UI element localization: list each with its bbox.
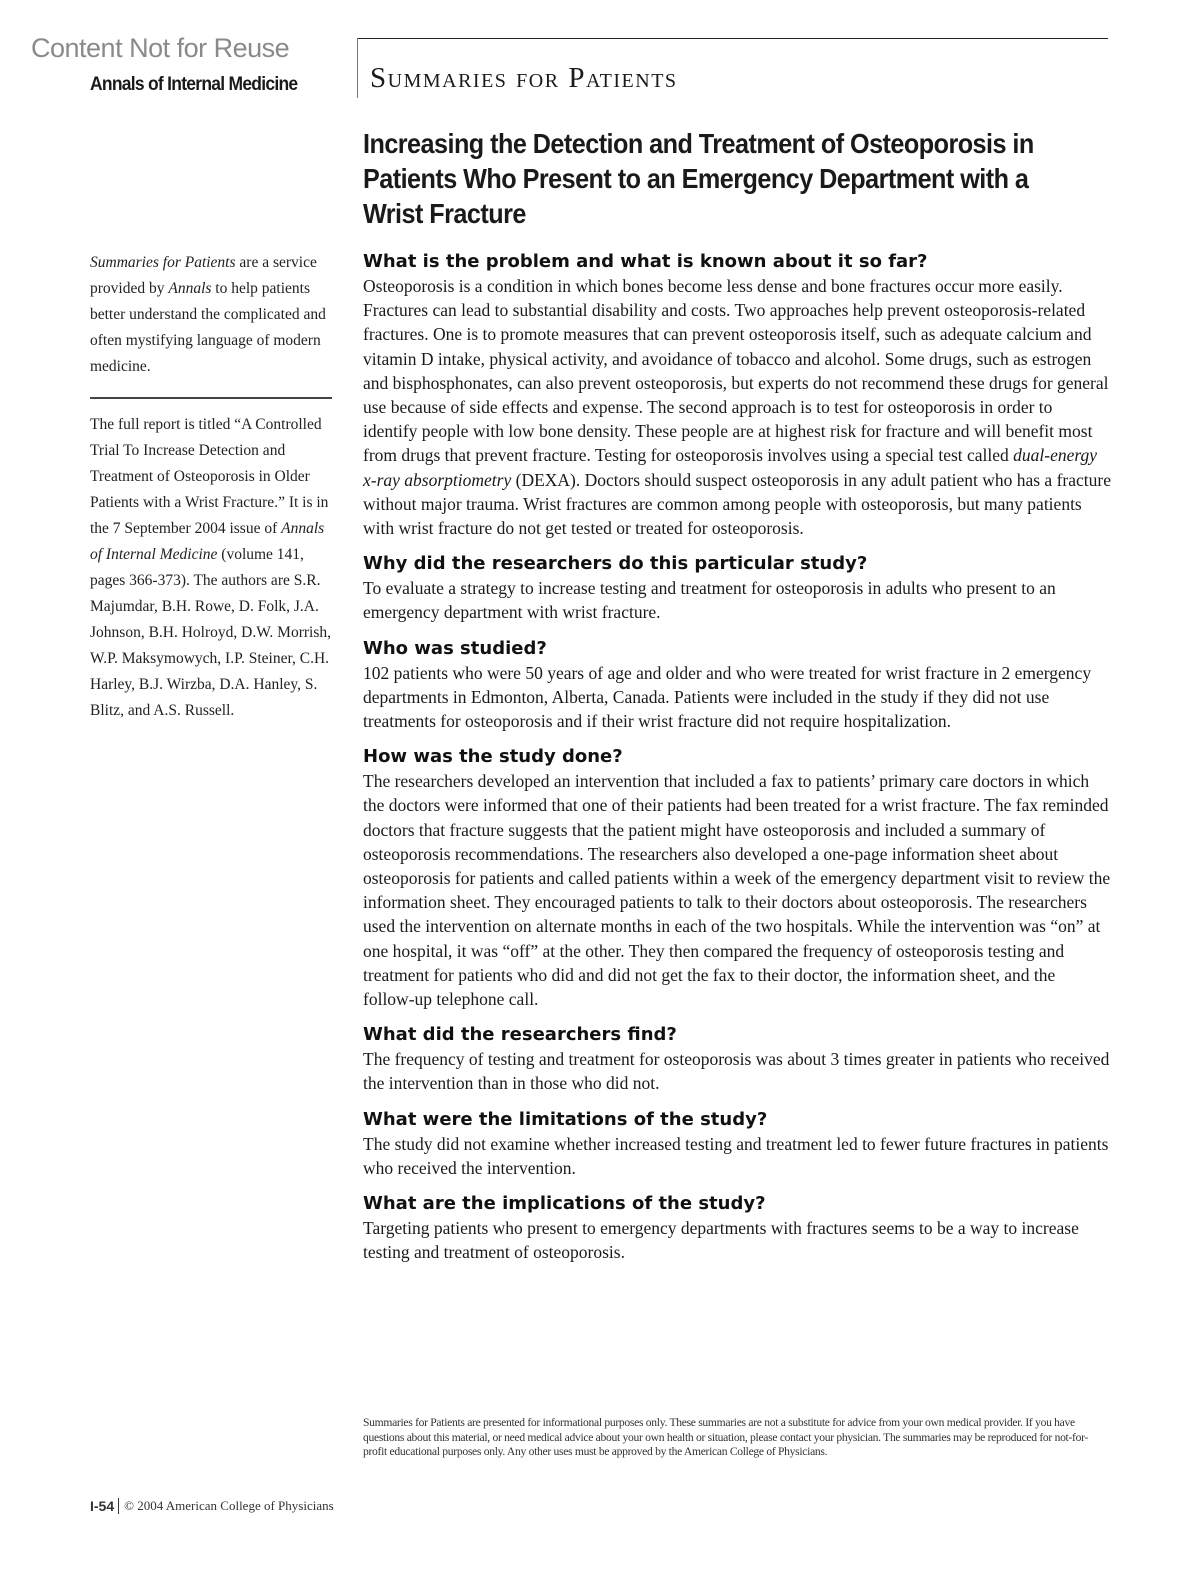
sidebar-intro-italic: Summaries for Patients — [90, 254, 236, 271]
watermark: Content Not for Reuse — [31, 33, 290, 63]
section-heading: What did the researchers find? — [363, 1024, 677, 1046]
sidebar-report-journal: Annals of Internal Medicine — [90, 520, 325, 563]
section-heading: Who was studied? — [363, 637, 547, 659]
section-heading: Why did the researchers do this particular study? — [363, 553, 868, 575]
sidebar-rule — [90, 397, 332, 399]
section-text-part: Osteoporosis is a condition in which bones become less dense and bone fractures occur more easily. Fractures can lead to substantial disability and costs. Two approaches help prevent osteoporosis-related fractures. One is to promote measures that can prevent osteoporosis itself, such as adequate calcium and vitamin D intake, physical activity, and avoidance of tobacco and alcohol. Some drugs, such as estrogen and bisphosphonates, can also prevent osteoporosis, but experts do not recommend these drugs for general use because of side effects and expense. The second approach is to test for osteoporosis in order to identify people with low bone density. These people are at highest risk for fracture and will benefit most from drugs that prevent fracture. Testing for osteoporosis involves using a special test called — [363, 276, 1109, 466]
sidebar-intro — [90, 250, 332, 380]
section-text: 102 patients who were 50 years of age and older and who were treated for wrist fracture in 2 emergency departments in Edmonton, Alberta, Canada. Patients were included in the study if they did not use treatments for osteoporosis and if their wrist fracture did not require hospitalization. — [363, 662, 1092, 732]
sidebar-report — [90, 412, 332, 724]
sidebar-intro-text: are a service provided by — [90, 254, 317, 297]
section-text: Targeting patients who present to emergency departments with fractures seems to be a way to increase testing and treatment of osteoporosis. — [363, 1218, 1079, 1263]
sidebar-report-text: (volume 141, pages 366-373). The authors are S.R. Majumdar, B.H. Rowe, D. Folk, J.A. Johnson, B.H. Holroyd, D.W. Morrish, W.P. Maksymowych, I.P. Steiner, C.H. Harley, B.J. Wirzba, D.A. Hanley, S. Blitz, and A.S. Russell. — [90, 546, 331, 719]
section-text: The frequency of testing and treatment for osteoporosis was about 3 times greater in patients who received the intervention than in those who did not. — [363, 1049, 1110, 1094]
sidebar-intro-text: to help patients better understand the complicated and often mystifying language of modern medicine. — [90, 280, 326, 375]
section-text: The study did not examine whether increased testing and treatment led to fewer future fractures in patients who received the intervention. — [363, 1133, 1109, 1178]
sidebar-report-text: The full report is titled “A Controlled Trial To Increase Detection and Treatment of Osteoporosis in Older Patients with a Wrist Fracture.” It is in the 7 September 2004 issue of — [90, 416, 329, 537]
section-heading: How was the study done? — [363, 746, 623, 768]
section-heading: What is the problem and what is known about it so far? — [363, 251, 928, 272]
page-number: I-54 — [90, 1498, 119, 1514]
article-body — [363, 250, 1111, 1277]
section-text — [363, 274, 1111, 540]
section-heading: What are the implications of the study? — [363, 1193, 766, 1215]
section-text-part: (DEXA). Doctors should suspect osteoporosis in any adult patient who has a fracture without major trauma. Wrist fractures are common among people with osteoporosis, but many patients with wrist fracture do not get tested or treated for osteoporosis. — [363, 469, 1111, 539]
footer — [90, 1498, 334, 1514]
section-text: The researchers developed an intervention that included a fax to patients’ primary care doctors in which the doctors were informed that one of their patients had been treated for a wrist fracture. The fax reminded doctors that fracture suggests that the patient might have osteoporosis and included a summary of osteoporosis recommendations. The researchers also developed a one-page information sheet about osteoporosis for patients and called patients within a week of the emergency department visit to review the information sheet. They encouraged patients to talk to their doctors about osteoporosis. The researchers used the intervention on alternate months in each of the two hospitals. While the intervention was “on” at one hospital, it was “off” at the other. They then compared the frequency of osteoporosis testing and treatment for patients who did and did not get the fax to their doctor, the information sheet, and the follow-up telephone call. — [363, 771, 1111, 1010]
section-text: To evaluate a strategy to increase testing and treatment for osteoporosis in adults who present to an emergency department with wrist fracture. — [363, 578, 1056, 623]
header-rule — [357, 38, 1108, 39]
sidebar-intro-italic: Annals — [168, 280, 212, 297]
article-title: Increasing the Detection and Treatment of Osteoporosis in Patients Who Present to an Emergency Department with a Wrist Fracture — [363, 128, 1034, 229]
section-name: Summaries for Patients — [370, 62, 678, 94]
header-divider — [357, 38, 358, 98]
section-heading: What were the limitations of the study? — [363, 1108, 768, 1130]
journal-name: Annals of Internal Medicine — [90, 74, 298, 95]
disclaimer: Summaries for Patients are presented for informational purposes only. These summaries are not a substitute for advice from your own medical provider. If you have questions about this material, or need medical advice about your own health or situation, please contact your physician. The summaries may be reproduced for not-for-profit educational purposes only. Any other uses must be approved by the American College of Physicians. — [363, 1416, 1088, 1458]
copyright: © 2004 American College of Physicians — [124, 1498, 334, 1513]
section-text-italic: dual-energy x-ray absorptiometry — [363, 445, 1098, 490]
